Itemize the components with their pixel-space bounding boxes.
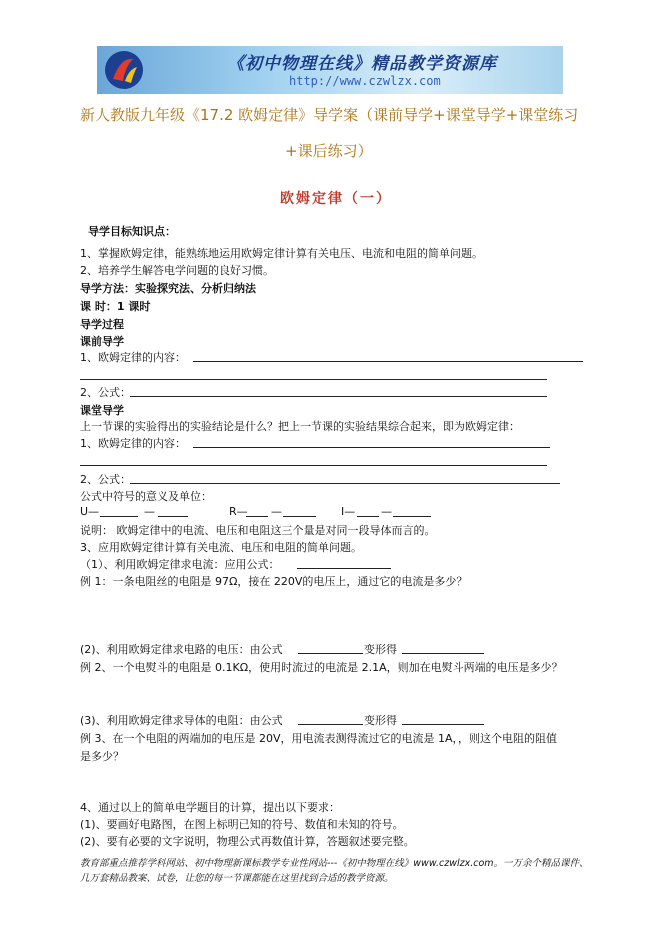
symbol-r: R— <box>229 505 248 518</box>
symbol-r-blank-1[interactable] <box>246 516 268 517</box>
banner-url[interactable]: http://www.czwlzx.com <box>289 74 441 88</box>
document-title-line2: +课后练习） <box>285 142 373 160</box>
symbol-r-blank-2[interactable] <box>283 516 316 517</box>
symbol-u: U— <box>80 505 100 518</box>
class-q1-answer-line[interactable] <box>193 447 550 448</box>
period-text: 课 时：1 课时 <box>80 300 151 313</box>
sub1-formula-line[interactable] <box>297 568 391 569</box>
symbol-u-dash: — <box>144 505 155 518</box>
class-q1-label: 1、欧姆定律的内容： <box>80 437 186 450</box>
class-intro: 上一节课的实验得出的实验结论是什么？把上一节课的实验结果综合起来，即为欧姆定律： <box>80 420 520 433</box>
sub2-transform-line[interactable] <box>402 653 484 654</box>
document-title-line1: 新人教版九年级《17.2 欧姆定律》导学案（课前导学+课堂导学+课堂练习 <box>80 106 579 124</box>
example-3-line2: 是多少？ <box>80 750 124 763</box>
sub2-label: (2)、利用欧姆定律求电路的电压：由公式 <box>80 643 283 656</box>
goal-item-2: 2、培养学生解答电学问题的良好习惯。 <box>80 264 274 277</box>
pre-q1-answer-line-2[interactable] <box>80 379 547 380</box>
class-heading: 课堂导学 <box>80 404 124 417</box>
example-1: 例 1：一条电阻丝的电阻是 97Ω，接在 220V的电压上，通过它的电流是多少？ <box>80 575 468 588</box>
site-banner <box>97 46 563 94</box>
symbols-heading: 公式中符号的意义及单位： <box>80 490 212 503</box>
requirement-2: (2)、要有必要的文字说明，物理公式再数值计算，答题叙述要完整。 <box>80 835 415 848</box>
pre-q2-label: 2、公式： <box>80 386 131 399</box>
goal-item-1: 1、掌握欧姆定律，能熟练地运用欧姆定律计算有关电压、电流和电阻的简单问题。 <box>80 247 483 260</box>
symbol-i-blank-2[interactable] <box>393 516 431 517</box>
symbol-i-dash: — <box>381 505 392 518</box>
symbol-u-blank-2[interactable] <box>158 516 188 517</box>
example-3-line1: 例 3、在一个电阻的两端加的电压是 20V，用电流表测得流过它的电流是 1A，，则这个电阻的阻值 <box>80 732 558 745</box>
pre-q1-label: 1、欧姆定律的内容： <box>80 351 186 364</box>
method-text: 导学方法：实验探究法、分析归纳法 <box>80 282 256 295</box>
process-heading: 导学过程 <box>80 318 124 331</box>
pre-q2-answer-line[interactable] <box>130 396 547 397</box>
goals-heading: 导学目标知识点： <box>88 225 176 238</box>
sub1-label: （1）、利用欧姆定律求电流：应用公式： <box>80 558 280 571</box>
banner-title: 《初中物理在线》精品教学资源库 <box>227 54 497 74</box>
site-logo-icon <box>103 49 145 91</box>
pre-q1-answer-line[interactable] <box>193 361 583 362</box>
sub3-formula-line[interactable] <box>298 724 363 725</box>
section-subtitle: 欧姆定律（一） <box>280 191 392 207</box>
class-q2-answer-line[interactable] <box>130 483 560 484</box>
symbol-i-blank-1[interactable] <box>357 516 379 517</box>
class-q4: 4、通过以上的简单电学题目的计算，提出以下要求： <box>80 801 340 814</box>
class-q3: 3、应用欧姆定律计算有关电流、电压和电阻的简单问题。 <box>80 541 362 554</box>
sub3-label: (3)、利用欧姆定律求导体的电阻：由公式 <box>80 714 283 727</box>
requirement-1: (1)、要画好电路图，在图上标明已知的符号、数值和未知的符号。 <box>80 818 404 831</box>
sub3-transform-line[interactable] <box>402 724 484 725</box>
note-text: 说明： 欧姆定律中的电流、电压和电阻这三个量是对同一段导体而言的。 <box>80 524 436 537</box>
sub3-transform-label: 变形得 <box>364 714 397 727</box>
sub2-formula-line[interactable] <box>298 653 363 654</box>
footer-line-1: 教育部重点推荐学科网站、初中物理新课标教学专业性网站---《初中物理在线》www.czwlzx.com。一万余个精品课件、 <box>80 858 589 869</box>
symbol-u-blank-1[interactable] <box>100 516 138 517</box>
pre-class-heading: 课前导学 <box>80 335 124 348</box>
footer-line-2: 几万套精品教案、试卷，让您的每一节课都能在这里找到合适的教学资源。 <box>80 873 394 884</box>
class-q2-label: 2、公式： <box>80 473 131 486</box>
symbol-r-dash: — <box>271 505 282 518</box>
example-2: 例 2、一个电熨斗的电阻是 0.1KΩ，使用时流过的电流是 2.1A，则加在电熨斗两端的电压是多少？ <box>80 661 563 674</box>
class-q1-answer-line-2[interactable] <box>80 465 547 466</box>
symbol-i: I— <box>341 505 356 518</box>
sub2-transform-label: 变形得 <box>364 643 397 656</box>
